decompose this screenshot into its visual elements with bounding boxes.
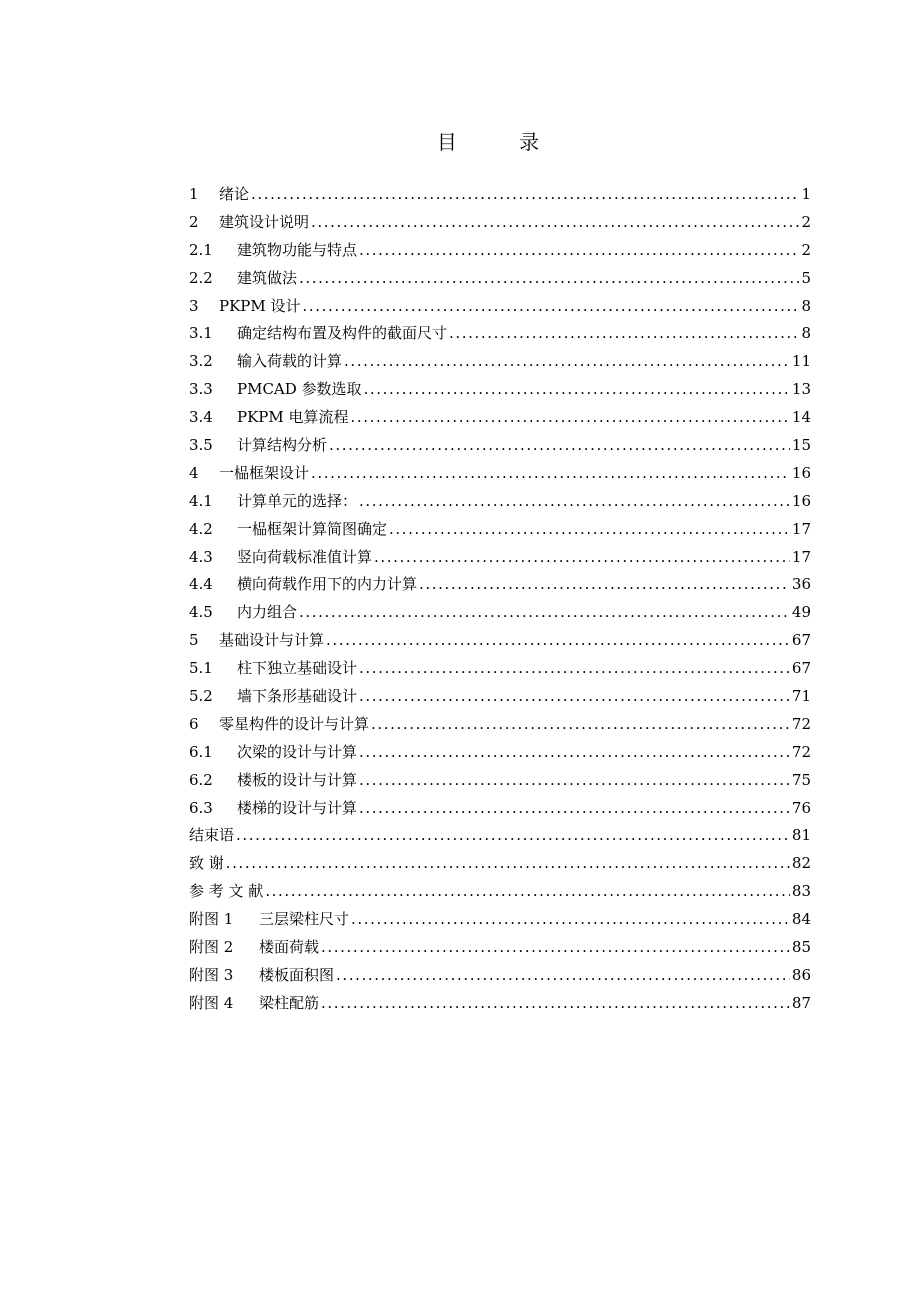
- toc-entry[interactable]: [189, 320, 811, 348]
- toc-dot-leader: [251, 181, 799, 209]
- toc-entry[interactable]: [189, 488, 811, 516]
- toc-dot-leader: [359, 739, 790, 767]
- toc-entry[interactable]: [189, 655, 811, 683]
- toc-entry[interactable]: [189, 181, 811, 209]
- toc-entry[interactable]: [189, 516, 811, 544]
- toc-dot-leader: [299, 599, 790, 627]
- toc-dot-leader: [359, 767, 790, 795]
- toc-entry-number: 4: [189, 463, 199, 482]
- toc-dot-leader: [303, 293, 800, 321]
- toc-dot-leader: [321, 990, 790, 1018]
- toc-entry-title: 三层梁柱尺寸: [259, 910, 350, 929]
- toc-entry[interactable]: [189, 906, 811, 934]
- toc-entry-title: 次梁的设计与计算: [237, 742, 358, 761]
- toc-dot-leader: [311, 209, 799, 237]
- toc-dot-leader: [336, 962, 790, 990]
- toc-entry-title: 结束语: [189, 826, 235, 845]
- toc-entry[interactable]: [189, 376, 811, 404]
- toc-entry-title: 零星构件的设计与计算: [219, 714, 370, 733]
- toc-entry-page-number: 5: [801, 268, 811, 287]
- toc-entry-number: 3.3: [189, 380, 213, 399]
- toc-entry-page-number: 84: [791, 910, 811, 929]
- toc-entry-number: 3.2: [189, 352, 213, 371]
- toc-entry[interactable]: [189, 934, 811, 962]
- table-of-contents: [189, 181, 811, 1018]
- toc-dot-leader: [329, 432, 790, 460]
- page-title: 目 录: [436, 130, 568, 154]
- toc-entry-title: 楼板面积图: [259, 965, 335, 984]
- toc-dot-leader: [265, 878, 790, 906]
- toc-entry-page-number: 16: [791, 463, 811, 482]
- toc-dot-leader: [311, 460, 790, 488]
- toc-entry-number: 4.5: [189, 603, 213, 622]
- toc-entry[interactable]: [189, 571, 811, 599]
- toc-entry[interactable]: [189, 209, 811, 237]
- toc-entry-page-number: 71: [791, 687, 811, 706]
- toc-dot-leader: [321, 934, 790, 962]
- toc-entry[interactable]: [189, 822, 811, 850]
- toc-entry-number: 4.2: [189, 519, 213, 538]
- toc-entry[interactable]: [189, 878, 811, 906]
- toc-entry-page-number: 36: [791, 575, 811, 594]
- toc-entry-number: 2: [189, 212, 199, 231]
- toc-entry-page-number: 49: [791, 603, 811, 622]
- toc-entry-number: 6: [189, 714, 199, 733]
- toc-entry-page-number: 81: [791, 826, 811, 845]
- toc-entry-number: 6.2: [189, 770, 213, 789]
- toc-entry-title: 柱下独立基础设计: [237, 659, 358, 678]
- toc-entry-page-number: 85: [791, 938, 811, 957]
- toc-entry-number: 5: [189, 631, 199, 650]
- toc-entry-page-number: 72: [791, 714, 811, 733]
- toc-entry-page-number: 82: [791, 854, 811, 873]
- toc-entry[interactable]: [189, 348, 811, 376]
- toc-entry-page-number: 72: [791, 742, 811, 761]
- toc-entry-title: 内力组合: [237, 603, 298, 622]
- toc-entry[interactable]: [189, 265, 811, 293]
- toc-entry-title: 计算结构分析: [237, 436, 328, 455]
- toc-entry-title: 输入荷载的计算: [237, 352, 343, 371]
- toc-entry-title: PMCAD 参数选取: [237, 380, 362, 399]
- toc-dot-leader: [351, 906, 790, 934]
- toc-entry-title: 参 考 文 献: [189, 882, 264, 901]
- toc-entry[interactable]: [189, 544, 811, 572]
- toc-entry-title: 建筑设计说明: [219, 212, 310, 231]
- toc-entry-title: 墙下条形基础设计: [237, 687, 358, 706]
- toc-entry-number: 附图 1: [189, 910, 234, 929]
- toc-entry-title: 一榀框架计算简图确定: [237, 519, 388, 538]
- toc-entry-page-number: 11: [791, 352, 811, 371]
- toc-entry-number: 2.1: [189, 240, 213, 259]
- toc-entry-title: 致 谢: [189, 854, 224, 873]
- toc-entry-number: 4.3: [189, 547, 213, 566]
- toc-entry-title: 梁柱配筋: [259, 993, 320, 1012]
- toc-entry-number: 3.1: [189, 324, 213, 343]
- toc-dot-leader: [351, 404, 790, 432]
- toc-entry-page-number: 87: [791, 993, 811, 1012]
- toc-entry[interactable]: [189, 711, 811, 739]
- toc-entry-number: 3.5: [189, 436, 213, 455]
- toc-entry-page-number: 2: [801, 240, 811, 259]
- toc-entry-page-number: 14: [791, 408, 811, 427]
- toc-dot-leader: [364, 376, 790, 404]
- toc-entry[interactable]: [189, 795, 811, 823]
- toc-entry-page-number: 13: [791, 380, 811, 399]
- toc-dot-leader: [299, 265, 799, 293]
- toc-entry-title: 建筑物功能与特点: [237, 240, 358, 259]
- toc-entry[interactable]: [189, 739, 811, 767]
- toc-entry-number: 1: [189, 185, 199, 203]
- toc-entry-title: 楼板的设计与计算: [237, 770, 358, 789]
- toc-entry-page-number: 1: [801, 185, 811, 203]
- toc-dot-leader: [344, 348, 790, 376]
- toc-entry[interactable]: [189, 962, 811, 990]
- toc-entry-page-number: 67: [791, 631, 811, 650]
- toc-entry[interactable]: [189, 683, 811, 711]
- toc-entry[interactable]: [189, 460, 811, 488]
- toc-entry-page-number: 15: [791, 436, 811, 455]
- toc-entry-title: 一榀框架设计: [219, 463, 310, 482]
- toc-entry-title: 竖向荷载标准值计算: [237, 547, 373, 566]
- toc-dot-leader: [359, 683, 790, 711]
- toc-entry-number: 附图 2: [189, 938, 234, 957]
- toc-entry-page-number: 67: [791, 659, 811, 678]
- toc-entry-title: 建筑做法: [237, 268, 298, 287]
- toc-dot-leader: [359, 488, 790, 516]
- toc-entry[interactable]: [189, 627, 811, 655]
- toc-entry-number: 4.1: [189, 491, 213, 510]
- toc-entry-title: 横向荷载作用下的内力计算: [237, 575, 418, 594]
- toc-entry-page-number: 8: [801, 296, 811, 315]
- toc-entry-number: 附图 4: [189, 993, 234, 1012]
- toc-entry-page-number: 2: [801, 212, 811, 231]
- toc-entry[interactable]: [189, 850, 811, 878]
- toc-entry[interactable]: [189, 990, 811, 1018]
- toc-entry[interactable]: [189, 767, 811, 795]
- toc-dot-leader: [371, 711, 790, 739]
- toc-entry-number: 附图 3: [189, 965, 234, 984]
- toc-dot-leader: [419, 571, 790, 599]
- toc-entry-page-number: 76: [791, 798, 811, 817]
- toc-dot-leader: [449, 320, 799, 348]
- toc-entry[interactable]: [189, 404, 811, 432]
- toc-entry-page-number: 83: [791, 882, 811, 901]
- toc-entry-title: 计算单元的选择：: [237, 491, 358, 510]
- toc-dot-leader: [374, 544, 790, 572]
- toc-entry[interactable]: [189, 237, 811, 265]
- toc-entry[interactable]: [189, 432, 811, 460]
- toc-entry-number: 4.4: [189, 575, 213, 594]
- toc-entry-number: 6.1: [189, 742, 213, 761]
- toc-entry-page-number: 16: [791, 491, 811, 510]
- toc-entry-page-number: 75: [791, 770, 811, 789]
- toc-dot-leader: [359, 655, 790, 683]
- toc-entry-number: 5.1: [189, 659, 213, 678]
- toc-entry-number: 6.3: [189, 798, 213, 817]
- toc-entry-page-number: 17: [791, 519, 811, 538]
- toc-entry-number: 3.4: [189, 408, 213, 427]
- toc-entry-title: 绪论: [219, 185, 250, 203]
- toc-dot-leader: [359, 795, 790, 823]
- toc-entry-title: PKPM 设计: [219, 296, 301, 315]
- toc-entry-number: 5.2: [189, 687, 213, 706]
- toc-dot-leader: [389, 516, 790, 544]
- toc-entry-title: 确定结构布置及构件的截面尺寸: [237, 324, 448, 343]
- toc-entry[interactable]: [189, 293, 811, 321]
- toc-dot-leader: [236, 822, 790, 850]
- toc-dot-leader: [226, 850, 790, 878]
- toc-entry-page-number: 86: [791, 965, 811, 984]
- toc-entry-number: 3: [189, 296, 199, 315]
- toc-entry-title: 楼面荷载: [259, 938, 320, 957]
- toc-entry-number: 2.2: [189, 268, 213, 287]
- toc-entry-title: 基础设计与计算: [219, 631, 325, 650]
- toc-dot-leader: [359, 237, 799, 265]
- toc-entry[interactable]: [189, 599, 811, 627]
- toc-entry-title: 楼梯的设计与计算: [237, 798, 358, 817]
- toc-entry-title: PKPM 电算流程: [237, 408, 349, 427]
- toc-entry-page-number: 17: [791, 547, 811, 566]
- toc-dot-leader: [326, 627, 790, 655]
- toc-entry-page-number: 8: [801, 324, 811, 343]
